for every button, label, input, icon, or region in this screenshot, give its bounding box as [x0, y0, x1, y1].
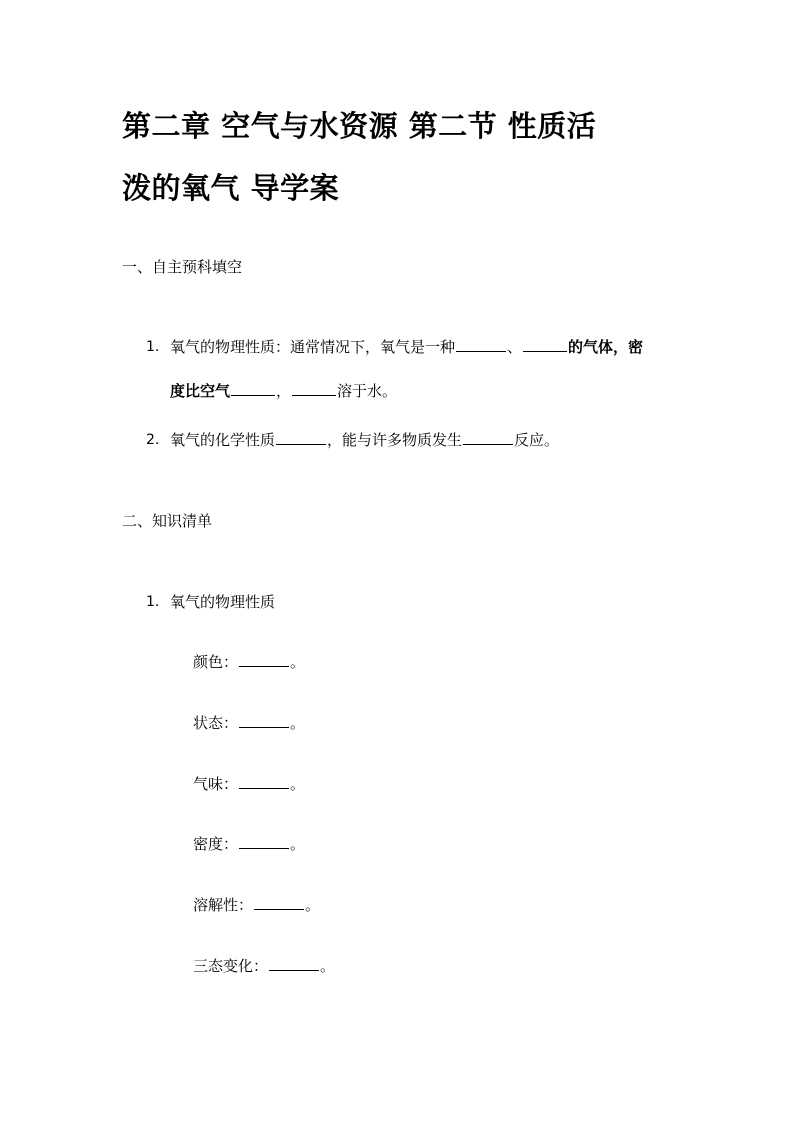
property-odor: 气味： 。 [193, 775, 306, 793]
item-text: 度比空气 ， 溶于水。 [170, 382, 398, 400]
fill-blank[interactable] [239, 713, 289, 728]
document-title-line-1: 第二章 空气与水资源 第二节 性质活 [122, 109, 597, 143]
fill-blank[interactable] [231, 381, 275, 396]
fill-blank[interactable] [463, 430, 513, 445]
item-text: 氧气的化学性质 ，能与许多物质发生 反应。 [170, 431, 560, 449]
fill-blank[interactable] [239, 834, 289, 849]
fill-blank[interactable] [523, 337, 567, 352]
property-density: 密度： 。 [193, 835, 306, 853]
document-title-line-2: 泼的氧气 导学案 [122, 171, 340, 205]
list-number: 2. [146, 432, 160, 448]
list-number: 1. [146, 594, 160, 610]
section-2-heading: 二、知识清单 [122, 512, 213, 530]
item-text: 氧气的物理性质：通常情况下，氧气是一种 、 的气体，密 [170, 338, 644, 356]
fill-blank[interactable] [292, 381, 336, 396]
property-solubility: 溶解性： 。 [193, 896, 321, 914]
fill-blank[interactable] [269, 956, 319, 971]
section-1-heading: 一、自主预科填空 [122, 258, 243, 276]
fill-blank[interactable] [276, 430, 326, 445]
fill-blank[interactable] [239, 774, 289, 789]
property-state: 状态： 。 [193, 714, 306, 732]
property-phase-change: 三态变化： 。 [193, 957, 336, 975]
fill-blank[interactable] [239, 652, 289, 667]
item-text: 氧气的物理性质 [170, 593, 276, 611]
fill-blank[interactable] [254, 895, 304, 910]
list-number: 1. [146, 339, 160, 355]
property-color: 颜色： 。 [193, 653, 306, 671]
fill-blank[interactable] [456, 337, 506, 352]
